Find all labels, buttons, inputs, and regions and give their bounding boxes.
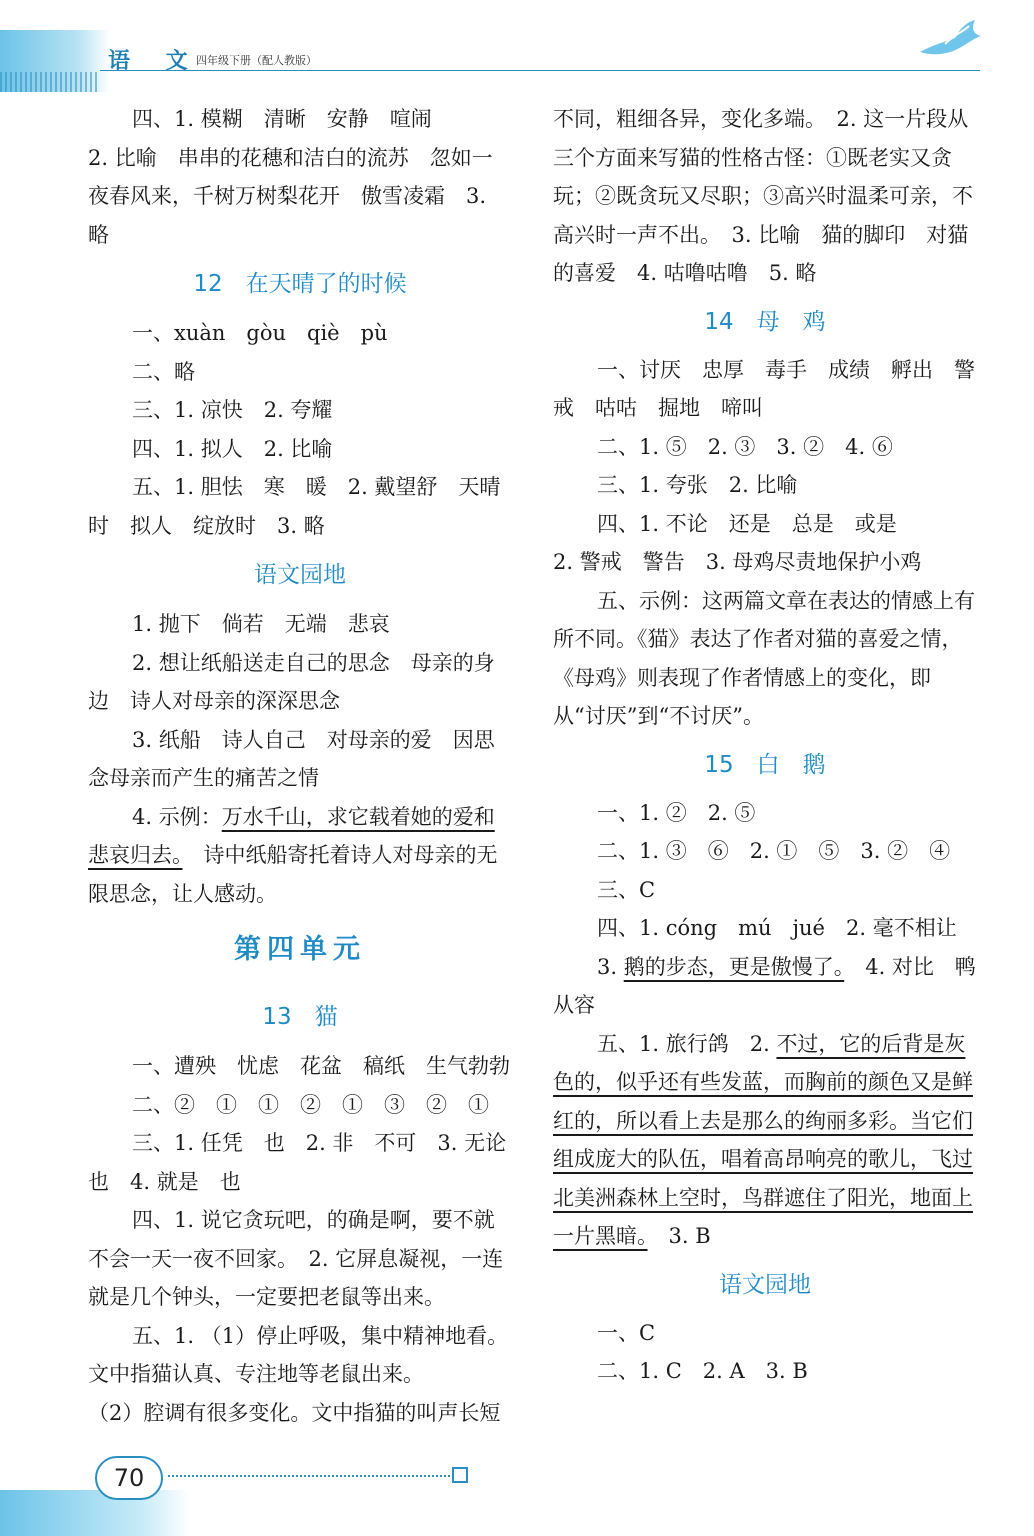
answer-line: 二、② ① ① ② ① ③ ② ①	[132, 1092, 489, 1117]
answer-line: 四、1. 模糊 清晰 安静 喧闹	[132, 107, 432, 131]
answer-line	[553, 1025, 977, 1256]
lesson-title: 14 母 鸡	[704, 308, 826, 335]
footer-color-band	[0, 1490, 190, 1536]
answer-line: 二、略	[132, 359, 195, 384]
answer-line: 不同，粗细各异，变化多端。 2. 这一片段从三个方面来写猫的性格古怪：①既老实又贪玩；②既贪玩又尽职；③高兴时温柔可亲，不高兴时一声不出。 3. 比喻 猫的脚印 对猫的喜爱 4. 咕噜咕噜 5. 略	[553, 107, 973, 285]
answer-prefix: 3.	[597, 954, 624, 979]
answer-line: 五、示例：这两篇文章在表达的情感上有所不同。《猫》表达了作者对猫的喜爱之情，《母鸡》则表现了作者情感上的变化，即从“讨厌”到“不讨厌”。	[553, 588, 975, 728]
answer-line: 一、C	[597, 1320, 656, 1345]
answer-line	[88, 798, 512, 914]
footer-dotted-rule	[168, 1475, 450, 1477]
footer-square-icon	[452, 1467, 468, 1483]
underlined-quote: 鹅的步态，更是傲慢了。	[623, 954, 845, 979]
lesson-title: 12 在天晴了的时候	[193, 271, 407, 297]
answer-line: 二、1. ③ ⑥ 2. ① ⑤ 3. ② ④	[597, 839, 951, 863]
underlined-quote: 不过，它的后背是灰色的，似乎还有些发蓝，而胸前的颜色又是鲜红的，所以看上去是那么的绚丽多彩。当它们组成庞大的队伍，唱着高昂响亮的歌儿，飞过北美洲森林上空时，鸟群遮住了阳光，地面上一片黑暗。	[553, 1031, 973, 1248]
answer-line: 3. 纸船 诗人自己 对母亲的爱 因思念母亲而产生的痛苦之情	[88, 727, 495, 790]
answer-line: 2. 比喻 串串的花穗和洁白的流苏 忽如一夜春风来，千树万树梨花开 傲雪凌霜 3. 略	[88, 145, 493, 247]
left-column	[88, 100, 528, 1432]
header-rule	[100, 70, 980, 71]
section-title: 语文园地	[719, 1271, 811, 1298]
answer-line: 五、1. （1）停止呼吸，集中精神地看。文中指猫认真、专注地等老鼠出来。	[88, 1323, 509, 1386]
lesson-title: 15 白 鹅	[704, 751, 826, 778]
answer-line: 四、1. 拟人 2. 比喻	[132, 436, 333, 461]
answer-line: 四、1. 说它贪玩吧，的确是啊，要不就不会一天一夜不回家。 2. 它屏息凝视，一连就是几个钟头，一定要把老鼠等出来。	[88, 1208, 504, 1309]
answer-line: 1. 抛下 倘若 无端 悲哀	[132, 612, 390, 636]
answer-line: 二、1. C 2. A 3. B	[597, 1359, 808, 1383]
answer-line: 四、1. 不论 还是 总是 或是	[597, 511, 897, 536]
answer-line: 三、C	[597, 877, 656, 902]
answer-text: 4. 对比 鸭 从容	[553, 954, 997, 1017]
answer-line: 三、1. 凉快 2. 夸耀	[132, 398, 333, 422]
header-stripes	[0, 72, 100, 92]
answer-line: 三、1. 任凭 也 2. 非 不可 3. 无论 也 4. 就是 也	[88, 1131, 528, 1194]
answer-line: 一、xuàn gòu qiè pù	[132, 321, 388, 345]
answer-text: 诗中纸船寄托着诗人对母亲的无限思念，让人感动。	[88, 843, 498, 906]
answer-line	[553, 948, 997, 1025]
answer-line: 五、1. 胆怯 寒 暖 2. 戴望舒 天晴时 拟人 绽放时 3. 略	[88, 475, 501, 538]
answer-line: 四、1. cóng mú jué 2. 毫不相让	[597, 916, 957, 940]
grade-label: 四年级下册（配人教版）	[196, 54, 317, 67]
section-title: 语文园地	[254, 562, 346, 588]
bird-icon	[915, 14, 985, 64]
unit-title: 第四单元	[234, 934, 366, 965]
answer-line: 一、讨厌 忠厚 毒手 成绩 孵出 警戒 咕咕 掘地 啼叫	[553, 357, 975, 420]
answer-text: 3. B	[647, 1224, 711, 1248]
answer-line: 2. 想让纸船送走自己的思念 母亲的身边 诗人对母亲的深深思念	[88, 650, 495, 713]
page-number: 70	[95, 1456, 163, 1500]
lesson-title: 13 猫	[262, 1004, 338, 1030]
page-header	[0, 0, 1034, 100]
answer-prefix: 4. 示例：	[132, 804, 222, 829]
subject-title: 语 文	[108, 48, 202, 74]
underlined-quote: 万水千山，求它载着她的爱和悲哀归去。	[88, 804, 495, 867]
answer-line: 一、遭殃 忧虑 花盆 稿纸 生气勃勃	[132, 1054, 510, 1078]
answer-line: 二、1. ⑤ 2. ③ 3. ② 4. ⑥	[597, 434, 893, 459]
answer-line: 一、1. ② 2. ⑤	[597, 800, 756, 825]
answer-prefix: 五、1. 旅行鸽 2.	[597, 1031, 777, 1056]
answer-line: （2）腔调有很多变化。文中指猫的叫声长短	[88, 1400, 501, 1425]
answer-line: 三、1. 夸张 2. 比喻	[597, 473, 798, 497]
answer-line: 2. 警戒 警告 3. 母鸡尽责地保护小鸡	[553, 550, 922, 574]
right-column	[553, 100, 997, 1391]
